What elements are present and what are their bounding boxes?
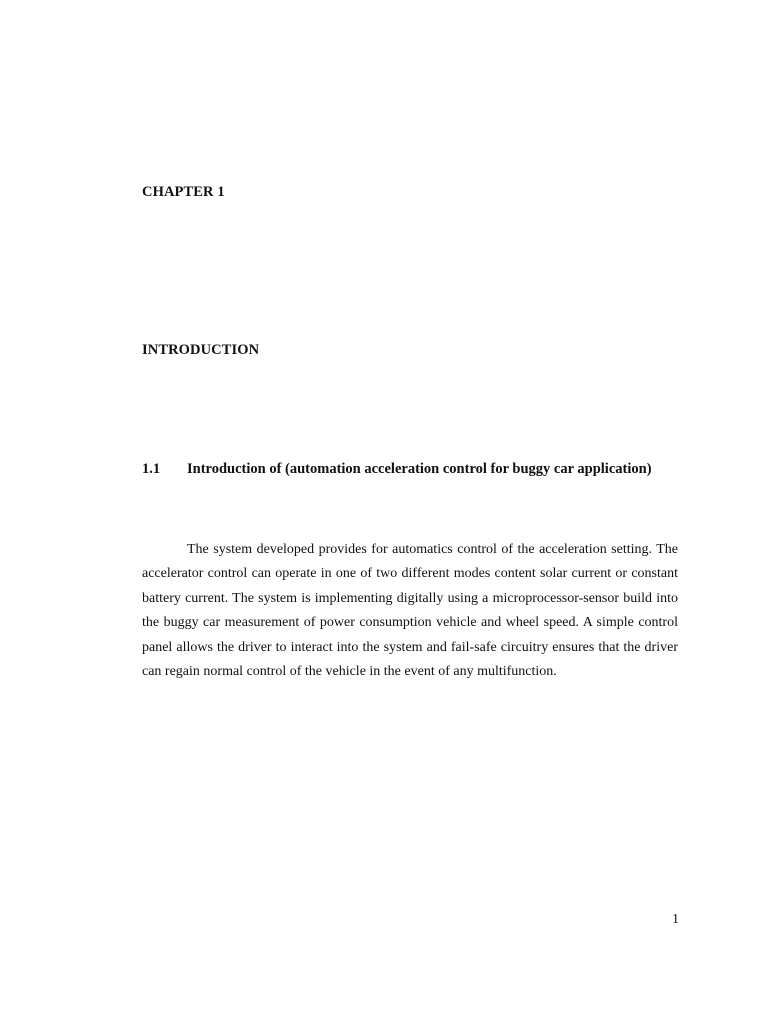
section-number: 1.1 [142,461,161,477]
chapter-title: INTRODUCTION [142,342,260,358]
body-paragraph: The system developed provides for automatics control of the acceleration setting. The accelerator control can operate in one of two different modes content solar current or constant battery current. The system is implementing digitally using a microprocessor-sensor build into the buggy car measurement of power consumption vehicle and wheel speed. A simple control panel allows the driver to interact into the system and fail-safe circuitry ensures that the driver can regain normal control of the vehicle in the event of any multifunction. [142,542,678,680]
section-title: Introduction of (automation acceleration control for buggy car application) [187,461,652,477]
chapter-label: CHAPTER 1 [142,184,225,200]
page-number: 1 [672,912,679,927]
section-heading [142,461,682,478]
